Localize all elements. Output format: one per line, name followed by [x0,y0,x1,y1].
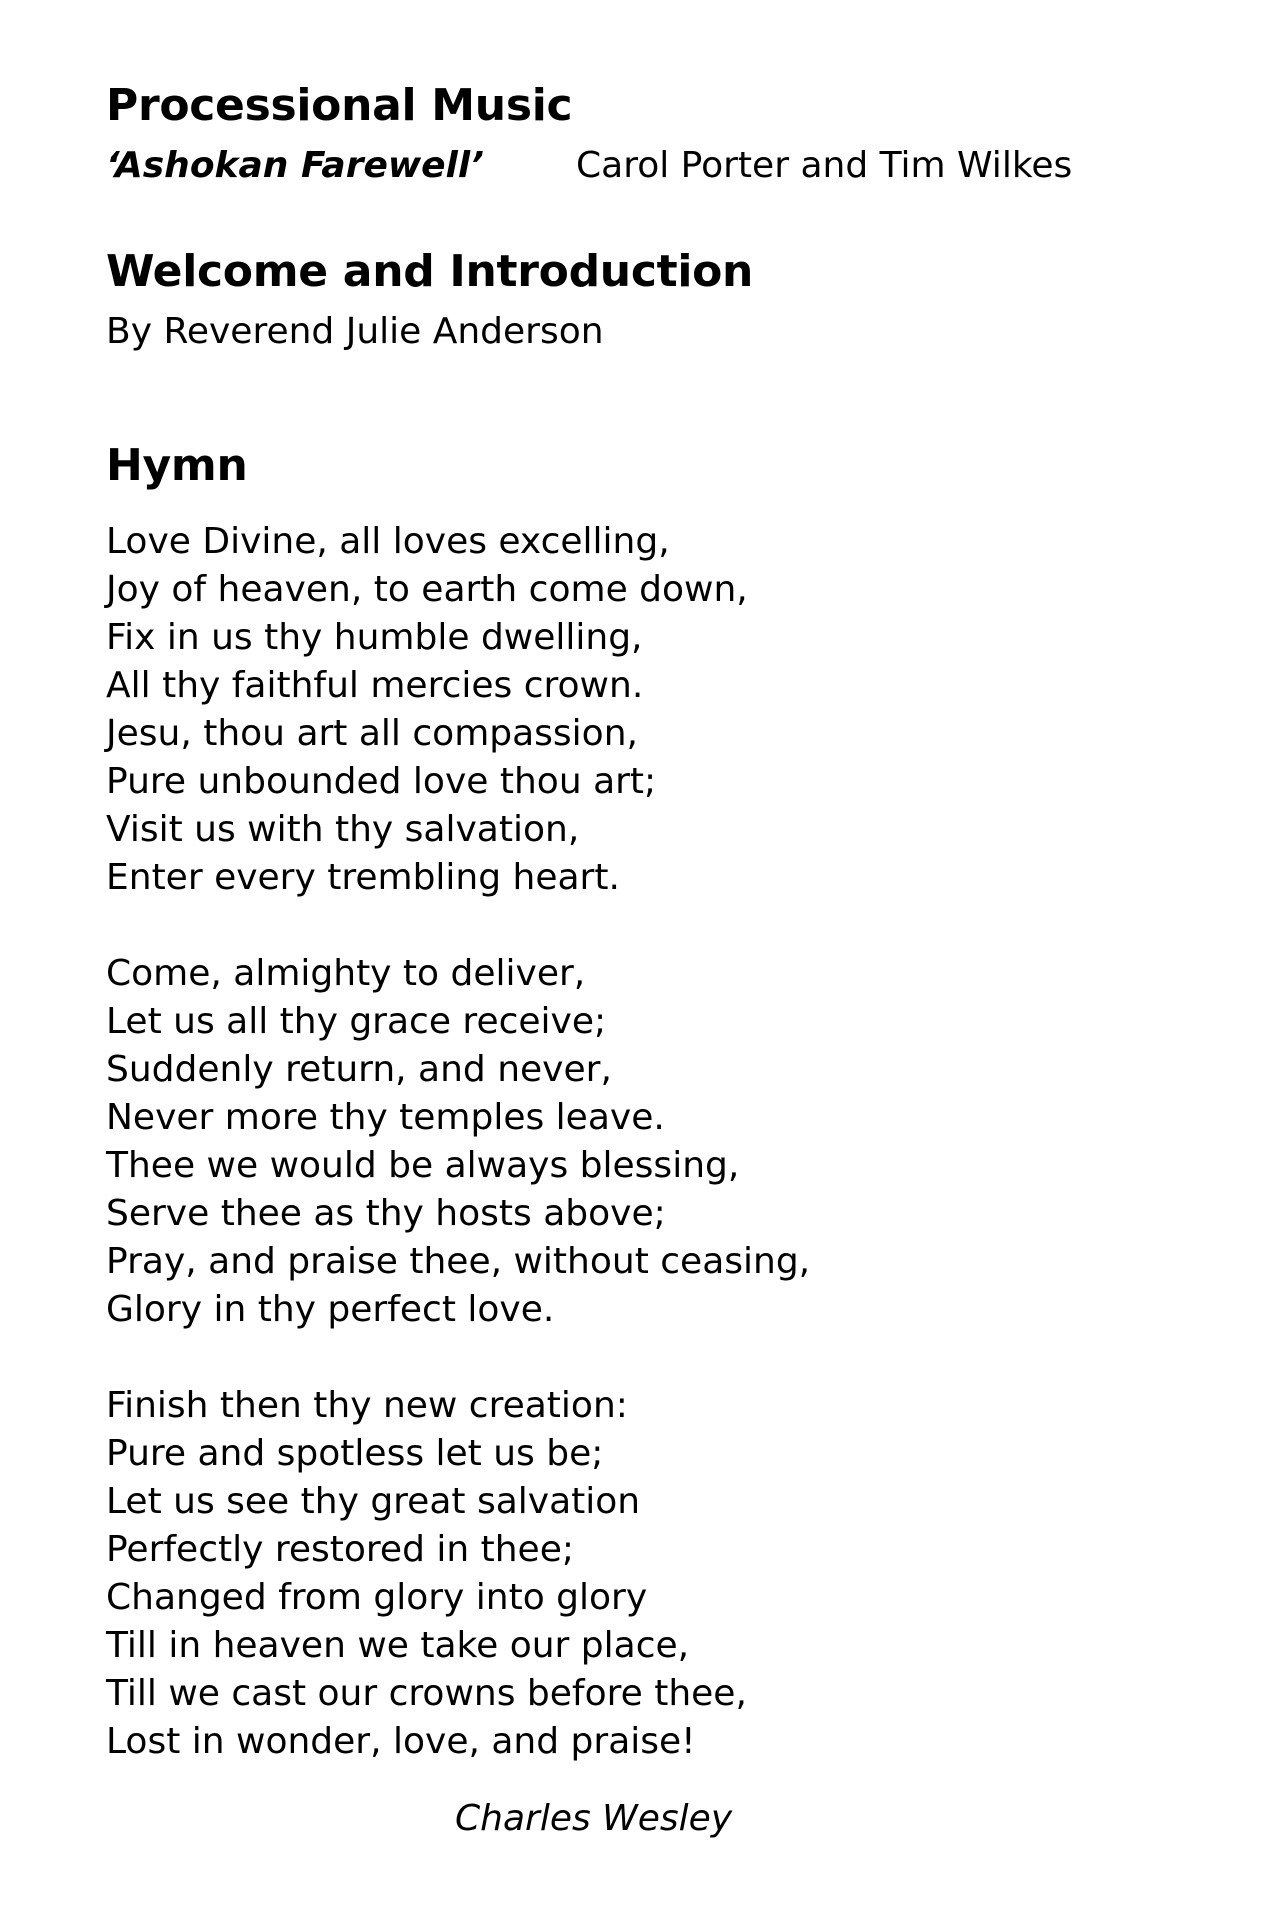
verse-line: Suddenly return, and never, [106,1049,612,1090]
order-of-service-page [106,78,1186,1844]
verse-line: Lost in wonder, love, and praise! [106,1721,696,1762]
verse-line: Fix in us thy humble dwelling, [106,617,643,658]
verse-line: Jesu, thou art all compassion, [106,713,638,754]
verse-line: Joy of heaven, to earth come down, [106,569,748,610]
verse-line: Finish then thy new creation: [106,1385,628,1426]
processional-title: ‘Ashokan Farewell’ [106,145,484,186]
verse-line: Till we cast our crowns before thee, [106,1673,747,1714]
welcome-officiant: By Reverend Julie Anderson [106,311,604,352]
verse-line: Pure and spotless let us be; [106,1433,604,1474]
verse-line: Serve thee as thy hosts above; [106,1193,666,1234]
verse-line: Pure unbounded love thou art; [106,761,657,802]
verse-line: Enter every trembling heart. [106,857,620,898]
hymn-verses [106,518,1186,1766]
verse-line: Come, almighty to deliver, [106,953,586,994]
verse-line: All thy faithful mercies crown. [106,665,644,706]
hymn-verse-1 [106,518,1186,902]
verse-line: Let us see thy great salvation [106,1481,641,1522]
hymn-heading: Hymn [106,440,248,491]
verse-line: Till in heaven we take our place, [106,1625,690,1666]
verse-line: Let us all thy grace receive; [106,1001,607,1042]
verse-line: Glory in thy perfect love. [106,1289,555,1330]
processional-performers: Carol Porter and Tim Wilkes [576,145,1073,186]
hymn-verse-3 [106,1382,1186,1766]
verse-line: Never more thy temples leave. [106,1097,665,1138]
processional-line [106,138,1186,194]
verse-line: Perfectly restored in thee; [106,1529,574,1570]
verse-line: Thee we would be always blessing, [106,1145,740,1186]
verse-line: Love Divine, all loves excelling, [106,521,670,562]
hymn-author: Charles Wesley [455,1798,733,1839]
verse-line: Changed from glory into glory [106,1577,648,1618]
verse-line: Visit us with thy salvation, [106,809,580,850]
welcome-heading: Welcome and Introduction [106,246,754,297]
processional-heading: Processional Music [106,80,573,131]
hymn-verse-2 [106,950,1186,1334]
verse-line: Pray, and praise thee, without ceasing, [106,1241,811,1282]
